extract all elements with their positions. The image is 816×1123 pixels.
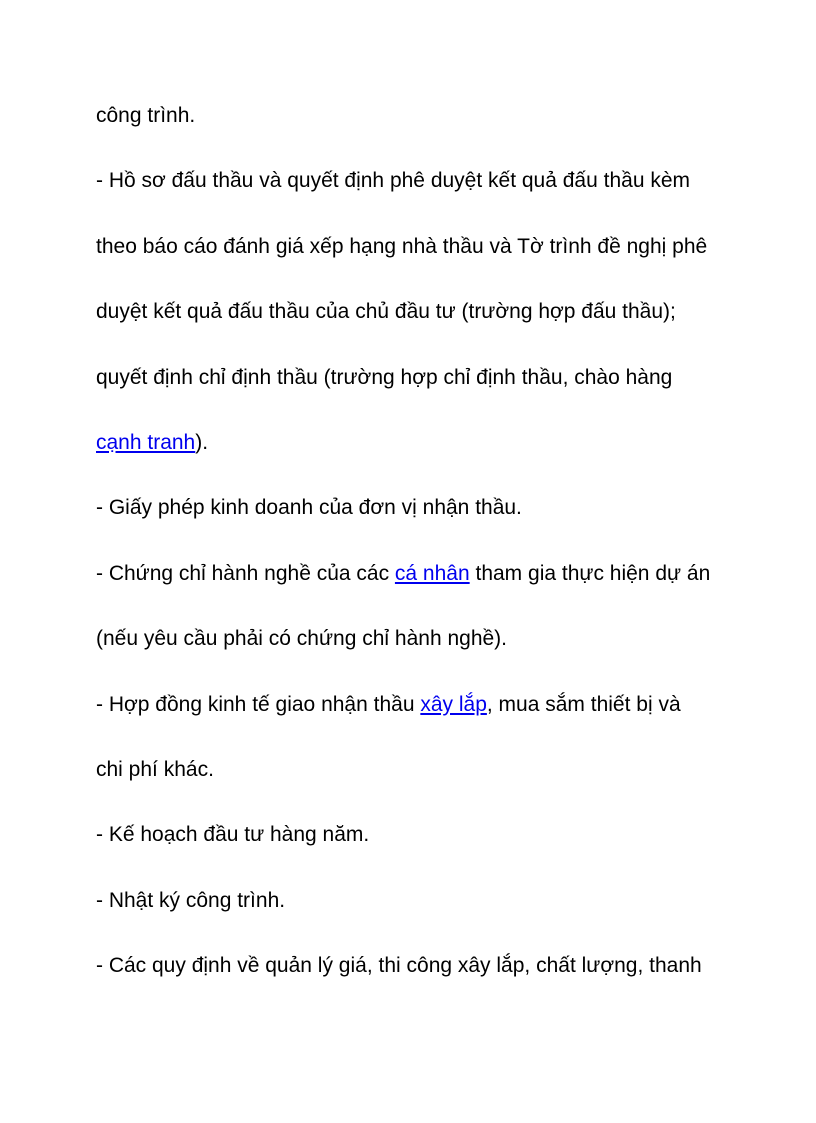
text-line [96, 554, 736, 619]
line-text: chi phí khác. [96, 757, 214, 781]
line-text: quyết định chỉ định thầu (trường hợp chỉ định thầu, chào hàng [96, 365, 673, 389]
line-text: - Các quy định về quản lý giá, thi công xây lắp, chất lượng, thanh [96, 954, 702, 978]
text-line [96, 227, 736, 292]
text-line [96, 358, 736, 423]
line-text: duyệt kết quả đấu thầu của chủ đầu tư (trường hợp đấu thầu); [96, 300, 676, 324]
text-line [96, 946, 736, 1011]
text-line [96, 881, 736, 946]
line-text: - Nhật ký công trình. [96, 888, 286, 912]
body-text [96, 96, 736, 1011]
line-text: - Chứng chỉ hành nghề của các [96, 561, 395, 585]
line-text: ). [195, 430, 209, 454]
line-text: - Giấy phép kinh doanh của đơn vị nhận thầu. [96, 496, 522, 520]
link-canh-tranh[interactable]: cạnh tranh [96, 430, 196, 454]
text-line [96, 96, 736, 161]
text-line [96, 815, 736, 880]
link-ca-nhan[interactable]: cá nhân [394, 561, 470, 585]
text-line [96, 685, 736, 750]
line-text: theo báo cáo đánh giá xếp hạng nhà thầu và Tờ trình đề nghị phê [96, 234, 708, 258]
text-line [96, 750, 736, 815]
text-line [96, 488, 736, 553]
line-text: công trình. [96, 104, 196, 127]
line-text: - Hợp đồng kinh tế giao nhận thầu [96, 692, 421, 716]
line-text: (nếu yêu cầu phải có chứng chỉ hành nghề). [96, 627, 508, 651]
line-text: , mua sắm thiết bị và [486, 692, 681, 716]
link-xay-lap[interactable]: xây lắp [420, 692, 487, 716]
line-text: - Hồ sơ đấu thầu và quyết định phê duyệt kết quả đấu thầu kèm [96, 169, 690, 193]
text-line [96, 161, 736, 226]
text-line [96, 619, 736, 684]
text-line [96, 423, 736, 488]
line-text: tham gia thực hiện dự án [469, 561, 711, 585]
line-text: - Kế hoạch đầu tư hàng năm. [96, 823, 370, 847]
text-line [96, 292, 736, 357]
